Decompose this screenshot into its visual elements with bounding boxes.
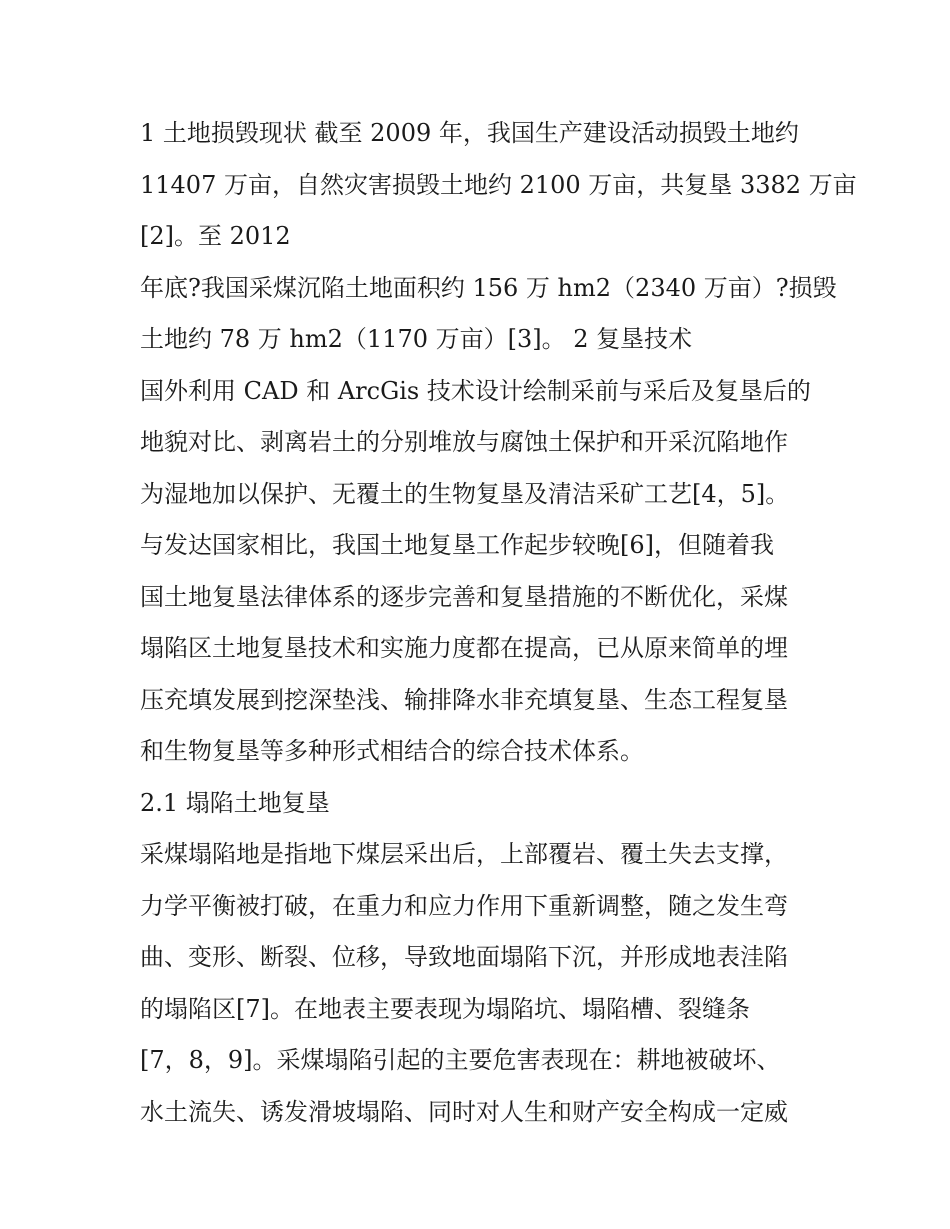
text-line: 水土流失、诱发滑坡塌陷、同时对人生和财产安全构成一定威 — [140, 1097, 788, 1126]
text-line: 为湿地加以保护、无覆土的生物复垦及清洁采矿工艺[4，5]。 — [140, 479, 790, 508]
text-line: 国外利用 CAD 和 ArcGis 技术设计绘制采前与采后及复垦后的 — [140, 376, 811, 405]
text-line: 塌陷区土地复垦技术和实施力度都在提高，已从原来简单的埋 — [140, 634, 788, 662]
body-text — [140, 108, 857, 1138]
text-line: 采煤塌陷地是指地下煤层采出后，上部覆岩、覆土失去支撑， — [140, 840, 788, 868]
text-line: 11407 万亩，自然灾害损毁土地约 2100 万亩，共复垦 3382 万亩 — [140, 170, 857, 199]
section-heading: 2.1 塌陷土地复垦 — [140, 788, 330, 817]
text-line: [7，8，9]。采煤塌陷引起的主要危害表现在：耕地被破坏、 — [140, 1046, 781, 1074]
text-line: 压充填发展到挖深垫浅、输排降水非充填复垦、生态工程复垦 — [140, 685, 788, 714]
text-line: 的塌陷区[7]。在地表主要表现为塌陷坑、塌陷槽、裂缝条 — [140, 994, 750, 1023]
text-line: 地貌对比、剥离岩土的分别堆放与腐蚀土保护和开采沉陷地作 — [140, 428, 788, 456]
text-line: [2]。至 2012 — [140, 222, 291, 250]
text-line: 年底?我国采煤沉陷土地面积约 156 万 hm2（2340 万亩）?损毁 — [140, 273, 837, 302]
text-line: 国土地复垦法律体系的逐步完善和复垦措施的不断优化，采煤 — [140, 582, 788, 611]
text-line: 1 土地损毁现状 截至 2009 年，我国生产建设活动损毁土地约 — [140, 119, 799, 147]
text-line: 与发达国家相比，我国土地复垦工作起步较晚[6]，但随着我 — [140, 531, 774, 559]
text-line: 曲、变形、断裂、位移，导致地面塌陷下沉，并形成地表洼陷 — [140, 943, 788, 971]
text-line: 土地约 78 万 hm2（1170 万亩）[3]。 2 复垦技术 — [140, 325, 693, 353]
text-line: 力学平衡被打破，在重力和应力作用下重新调整，随之发生弯 — [140, 891, 788, 920]
text-line: 和生物复垦等多种形式相结合的综合技术体系。 — [140, 737, 644, 765]
